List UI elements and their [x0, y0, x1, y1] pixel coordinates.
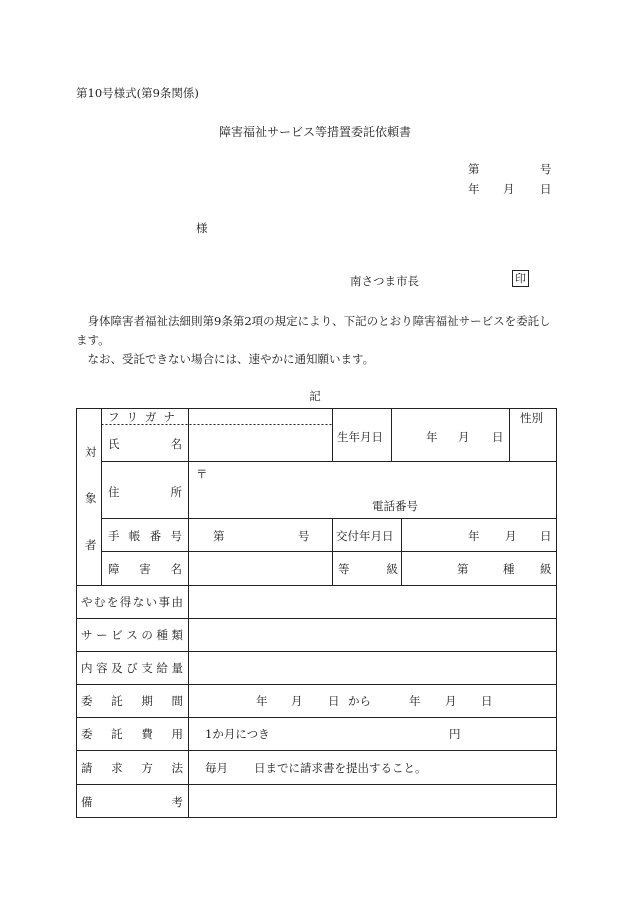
doc-number-suffix: 号: [540, 162, 552, 176]
grade-char: 等: [338, 562, 350, 576]
reason-char: や: [81, 595, 93, 609]
document-title: 障害福祉サービス等措置委託依頼書: [218, 125, 411, 139]
period-char: 期: [141, 694, 153, 708]
billing-char: 求: [111, 761, 123, 775]
birthdate-label: 生年月日: [337, 430, 383, 444]
billing-text: 日までに請求書を提出すること。: [254, 761, 427, 775]
name-char: 氏: [108, 437, 120, 451]
period-char: 委: [81, 694, 93, 708]
subject-label-2: 象: [85, 491, 97, 505]
grade-char: 級: [386, 562, 398, 576]
furigana-char: ナ: [163, 410, 175, 424]
birth-month: 月: [458, 430, 470, 444]
service-char: ー: [96, 628, 108, 642]
content-char: 給: [156, 661, 168, 675]
period-to-day: 日: [481, 694, 493, 708]
address-label: [108, 484, 182, 500]
sex-label: 性別: [520, 411, 543, 425]
service-char: 種: [156, 628, 168, 642]
disability-char: 名: [170, 562, 182, 576]
handbook-char: 手: [108, 529, 120, 543]
billing-char: 方: [141, 761, 153, 775]
seal-mark: 印: [512, 270, 529, 287]
name-char: 名: [170, 437, 182, 451]
service-char: ビ: [111, 628, 123, 642]
date-day: 日: [540, 182, 552, 196]
form-number: 第10号様式(第9条関係): [76, 86, 199, 100]
handbook-char: 帳: [128, 529, 141, 543]
remarks-field[interactable]: [190, 786, 555, 816]
billing-char: 法: [171, 761, 183, 775]
content-char: 支: [141, 661, 153, 675]
period-from-day: 日: [328, 694, 340, 708]
reason-char: 得: [119, 595, 132, 609]
issuer-title: 南さつま市長: [350, 274, 419, 288]
fee-char: 用: [171, 727, 183, 741]
fee-label: [81, 726, 183, 742]
handbook-number-label: [108, 528, 182, 544]
period-from-month: 月: [291, 694, 303, 708]
period-from-year: 年: [256, 694, 268, 708]
service-char: 類: [171, 628, 183, 642]
birth-year: 年: [426, 430, 438, 444]
furigana-char: リ: [126, 410, 138, 424]
furigana-char: フ: [108, 410, 120, 424]
billing-label: [81, 760, 183, 776]
content-char: び: [126, 661, 138, 675]
birth-day: 日: [492, 430, 504, 444]
name-field[interactable]: [190, 426, 331, 460]
reason-char: な: [132, 595, 145, 609]
recipient-honorific: 様: [196, 221, 208, 235]
grade-value-suffix: 級: [540, 562, 552, 576]
address-char: 住: [108, 485, 120, 499]
issue-day: 日: [540, 529, 552, 543]
billing-monthly: 毎月: [205, 761, 228, 775]
body-paragraph-1: 身体障害者福祉法細則第9条第2項の規定により、下記のとおり障害福祉サービスを委託します。: [76, 314, 551, 347]
reason-char: い: [145, 595, 158, 609]
service-char: ス: [126, 628, 138, 642]
period-char: 間: [171, 694, 183, 708]
fee-per-month: 1か月につき: [205, 727, 270, 741]
body-paragraph-2: なお、受託できない場合には、速やかに通知願います。: [76, 352, 375, 366]
content-char: 及: [111, 661, 123, 675]
period-to-month: 月: [445, 694, 457, 708]
disability-name-label: [108, 561, 182, 577]
address-char: 所: [170, 485, 182, 499]
reason-char: 由: [171, 595, 183, 609]
handbook-value-suffix: 号: [298, 529, 310, 543]
handbook-char: 番: [149, 529, 162, 543]
content-amount-label: [81, 660, 183, 676]
grade-value-prefix: 第: [457, 562, 469, 576]
fee-char: 託: [111, 727, 123, 741]
disability-char: 害: [139, 562, 151, 576]
content-char: 量: [171, 661, 183, 675]
furigana-char: ガ: [145, 410, 157, 424]
phone-label: 電話番号: [372, 499, 418, 513]
remarks-char: 考: [171, 795, 183, 809]
doc-number-prefix: 第: [468, 162, 480, 176]
period-label: [81, 693, 183, 709]
content-char: 容: [96, 661, 108, 675]
billing-char: 請: [81, 761, 93, 775]
reason-char: 事: [158, 595, 171, 609]
date-year: 年: [468, 182, 480, 196]
sex-field[interactable]: [510, 426, 556, 460]
content-char: 内: [81, 661, 93, 675]
remarks-label: [81, 794, 183, 810]
subject-label-1: 対: [85, 445, 97, 459]
disability-char: 障: [108, 562, 120, 576]
handbook-value-prefix: 第: [213, 529, 225, 543]
reason-char: を: [106, 595, 119, 609]
name-label: [108, 436, 182, 452]
furigana-field[interactable]: [190, 409, 331, 423]
issue-date-label: 交付年月日: [336, 529, 394, 543]
subject-label-3: 者: [85, 538, 97, 552]
handbook-char: 号: [170, 529, 182, 543]
period-char: 託: [111, 694, 123, 708]
unavoidable-reason-label: [81, 594, 183, 610]
reason-char: む: [93, 595, 106, 609]
grade-value-middle: 種: [503, 562, 515, 576]
period-from: から: [348, 694, 371, 708]
service-type-label: [81, 627, 183, 643]
furigana-label: [108, 409, 182, 425]
postal-mark: 〒: [196, 467, 208, 481]
issue-month: 月: [505, 529, 517, 543]
ki-heading: 記: [309, 389, 321, 403]
fee-unit: 円: [449, 727, 461, 741]
grade-label: [338, 561, 398, 577]
fee-char: 委: [81, 727, 93, 741]
date-month: 月: [503, 182, 515, 196]
period-to-year: 年: [409, 694, 421, 708]
service-char: の: [141, 628, 153, 642]
remarks-char: 備: [81, 795, 93, 809]
fee-char: 費: [141, 727, 153, 741]
issue-year: 年: [468, 529, 480, 543]
service-char: サ: [81, 628, 93, 642]
